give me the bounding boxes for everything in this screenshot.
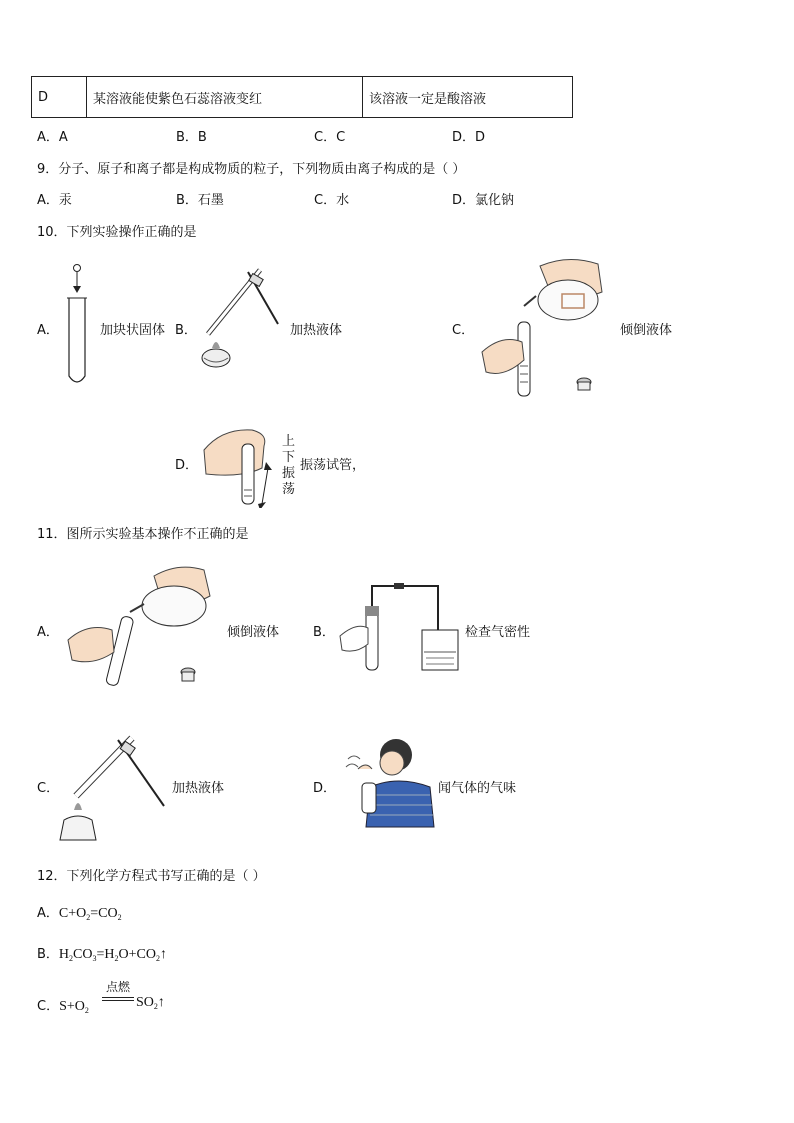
q8-option-c: C．C (314, 130, 346, 145)
pouring-liquid-illustration (478, 256, 608, 398)
q10-d-caption: 振荡试管， (300, 458, 366, 473)
q11-a-label: A． (37, 625, 59, 640)
q11-c-caption: 加热液体 (172, 781, 225, 796)
q11-d-caption: 闻气体的气味 (438, 781, 517, 796)
q12-c-equation: $S+O_2$ (59, 999, 89, 1015)
q10-a-label: A． (37, 323, 59, 338)
q11-b-label: B． (313, 625, 335, 640)
q8-option-a: A．A (37, 130, 68, 145)
q12-c-product: $SO_2↑$ (136, 995, 165, 1011)
q12-a-equation: $C+O_2=CO_2$ (58, 906, 122, 922)
q12-c-equals-bottom (102, 1000, 134, 1001)
q10-b-label: B． (175, 323, 197, 338)
q8-option-d: D．D (452, 130, 486, 145)
q12-a-label: A． (37, 906, 59, 921)
arrow-text-up: 上 (282, 434, 296, 449)
arrow-text-shake2: 荡 (282, 482, 296, 497)
q11-d-label: D． (313, 781, 337, 796)
q10-stem: 10．下列实验操作正确的是 (37, 225, 197, 240)
q11-a-caption: 倾倒液体 (227, 625, 280, 640)
q12-b-label: B． (37, 947, 59, 962)
q11-c-label: C． (37, 781, 60, 796)
heating-liquid-illustration-2 (52, 732, 170, 844)
q12-stem: 12．下列化学方程式书写正确的是（ ） (37, 869, 266, 884)
arrow-text-shake1: 振 (282, 466, 296, 481)
q12-option-c (37, 995, 89, 1015)
smell-gas-illustration (338, 735, 438, 829)
q10-a-caption: 加块状固体 (100, 323, 166, 338)
pouring-liquid-illustration-2 (66, 562, 216, 690)
q11-stem: 11．图所示实验基本操作不正确的是 (37, 527, 249, 542)
airtightness-check-illustration (338, 578, 462, 674)
arrow-text-down: 下 (282, 450, 296, 465)
q12-option-a (37, 902, 122, 922)
q12-c-condition: 点燃 (105, 980, 130, 994)
q12-b-equation: $H_2CO_3=H_2O+CO_2↑$ (58, 947, 167, 963)
test-tube-solid-illustration (62, 262, 92, 388)
q10-d-arrow-text (282, 434, 296, 498)
answer-table (31, 76, 573, 118)
q8-option-b: B．B (176, 130, 207, 145)
table-cell-conclusion: 该溶液一定是酸溶液 (363, 77, 573, 118)
q11-b-caption: 检查气密性 (465, 625, 531, 640)
q10-c-caption: 倾倒液体 (620, 323, 673, 338)
table-row (32, 77, 573, 118)
q9-stem: 9．分子、原子和离子都是构成物质的粒子，下列物质由离子构成的是（ ） (37, 162, 466, 177)
heating-liquid-illustration (198, 262, 286, 380)
table-cell-option: D (32, 77, 87, 118)
q9-option-a: A．汞 (37, 193, 72, 208)
shaking-tube-illustration (202, 424, 280, 508)
table-cell-phenomenon: 某溶液能使紫色石蕊溶液变红 (87, 77, 363, 118)
q10-d-label: D． (175, 458, 199, 473)
q12-c-label: C． (37, 999, 60, 1014)
q9-option-d: D．氯化钠 (452, 193, 515, 208)
q12-c-equals-top (102, 997, 134, 998)
q9-option-b: B．石墨 (176, 193, 224, 208)
q10-b-caption: 加热液体 (290, 323, 343, 338)
q10-c-label: C． (452, 323, 475, 338)
q9-option-c: C．水 (314, 193, 350, 208)
q12-option-b (37, 943, 167, 963)
